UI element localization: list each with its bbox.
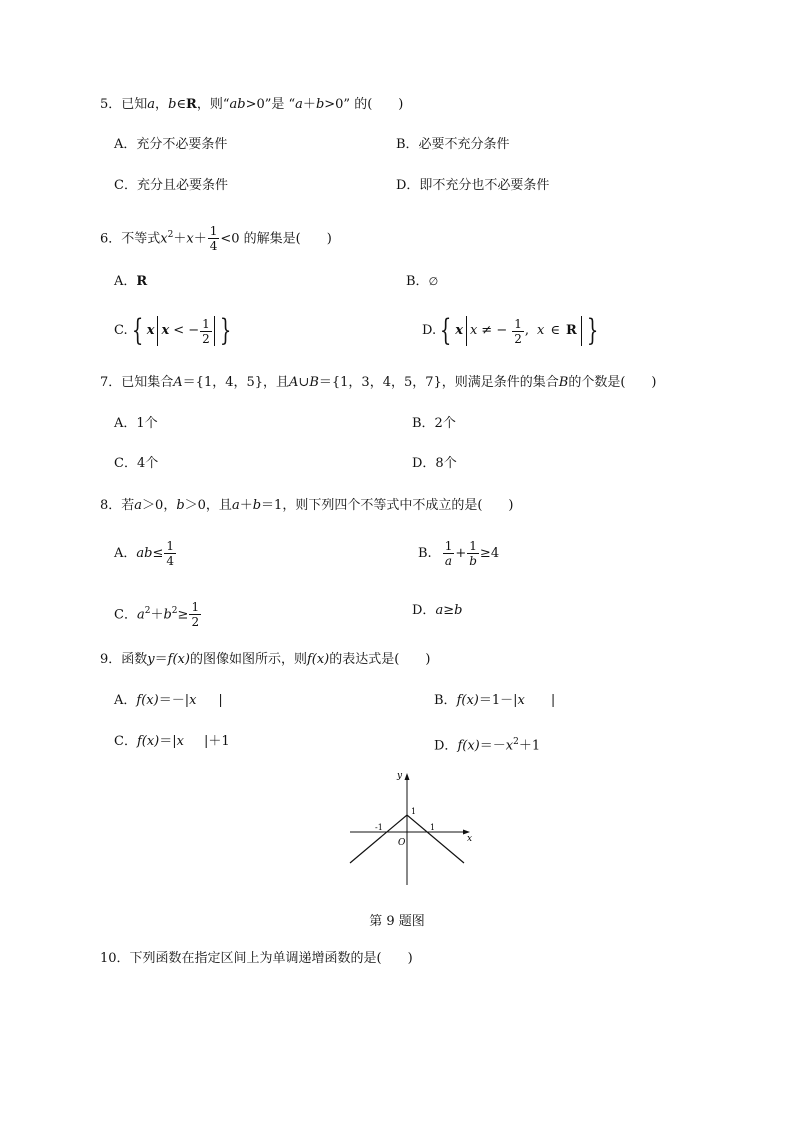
q8-option-d: D．a≥b [412,603,463,618]
q6-option-d: D. { x x ≠ − $\frac{1}{2}$ , x ∈ R } [422,313,599,348]
q9-option-c: C．f(x)＝|x |＋1 [114,734,230,749]
q6-option-a: A．R [114,274,148,289]
q7-option-b: B．2个 [412,416,456,431]
pos-one-label: 1 [430,823,436,832]
q9-option-a: A．f(x)＝－|x | [114,693,223,708]
q8-option-c: C．$a^2+b^2\ge$ $\frac{1}{2}$ [114,600,200,630]
q5-option-c: C．充分且必要条件 [114,178,228,193]
x-axis-label: x [467,834,473,844]
y-axis-arrow-icon [405,773,410,780]
q9-option-d: D．$f(x)=-x^2+1$ [434,737,541,754]
q5-option-d: D．即不充分也不必要条件 [396,178,550,193]
q7-option-d: D．8个 [412,456,457,471]
q7-option-a: A．1个 [114,416,158,431]
question-8-stem: 8．若a＞0，b＞0，且a＋b＝1，则下列四个不等式中不成立的是( ) [100,498,514,513]
q5-option-b: B．必要不充分条件 [396,137,510,152]
question-7-stem: 7．已知集合A＝{1，4，5}，且A∪B＝{1，3，4，5，7}，则满足条件的集合B的个数是( ) [100,375,657,390]
q9-option-b: B．f(x)＝1－|x | [434,693,556,708]
question-6-stem: 6．不等式$x^2+x+$ $\frac{1}{4}$ <0 的解集是( ) [100,224,332,254]
y-axis-label: y [397,771,403,781]
q8-option-b: B. $\frac{1}{a}$ + $\frac{1}{b}$ ≥4 [418,539,500,568]
question-10-stem: 10．下列函数在指定区间上为单调递增函数的是( ) [100,951,413,966]
q5-option-a: A．充分不必要条件 [114,137,228,152]
q9-figure-caption: 第 9 题图 [369,914,425,929]
q6-option-b: B．∅ [406,274,439,289]
q8-option-a: A．ab≤ $\frac{1}{4}$ [114,539,175,568]
y-intercept-label: 1 [411,807,417,816]
question-9-stem: 9．函数y＝f(x)的图像如图所示，则f(x)的表达式是( ) [100,652,431,667]
neg-one-label: -1 [375,823,383,832]
q6-fraction: $\frac{1}{4}$ [209,224,218,254]
question-5-stem: 5．已知a，b∈R，则“ab>0”是 “a＋b>0” 的( ) [100,97,404,112]
q6-option-c: C. { x x < − $\frac{1}{2}$ } [114,313,232,348]
q7-option-c: C．4个 [114,456,159,471]
q9-function-graph [340,765,480,890]
origin-label: O [398,838,406,848]
